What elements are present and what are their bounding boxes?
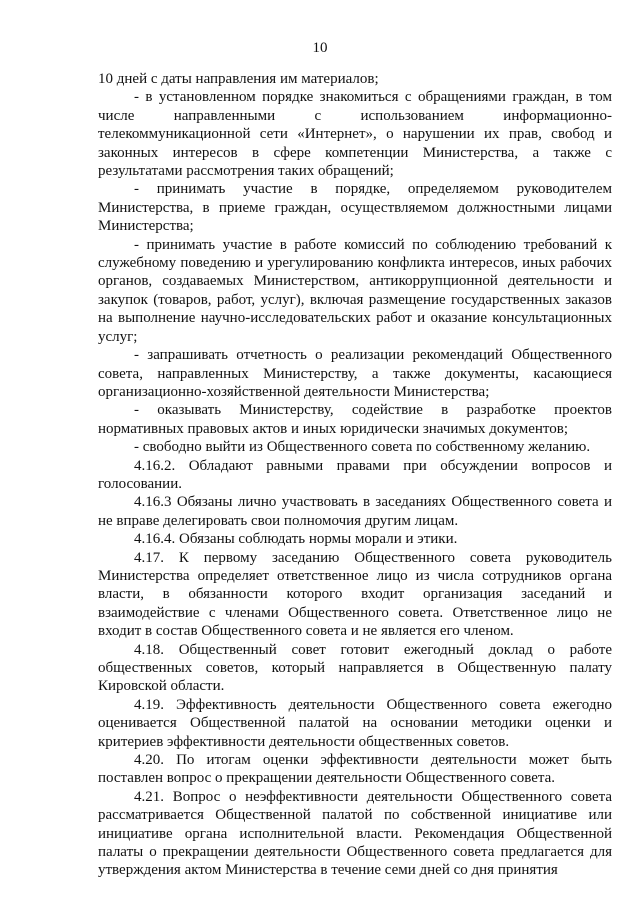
page-number: 10: [312, 40, 328, 56]
clause-4-21: 4.21. Вопрос о неэффективности деятельности Общественного совета рассматривается Общественной палатой по собственной инициативе или инициативе органа исполнительной власти. Рекомендация Общественной палаты о прекращении деятельности Общественного совета предлагается для утверждения актом Министерства в течение семи дней со дня принятия: [98, 788, 612, 879]
clause-4-18: 4.18. Общественный совет готовит ежегодный доклад о работе общественных советов, который направляется в Общественную палату Кировской области.: [98, 641, 612, 695]
paragraph-commissions: - принимать участие в работе комиссий по соблюдению требований к служебному поведению и урегулированию конфликта интересов, иных рабочих органов, создаваемых Министерством, антикоррупционной деятельности и закупок (товаров, работ, услуг), включая размещение государственных заказов на выполнение научно-исследовательских работ и оказание консультационных услуг;: [98, 236, 612, 345]
document-body: [98, 70, 612, 880]
clause-4-16-4: 4.16.4. Обязаны соблюдать нормы морали и этики.: [134, 531, 458, 548]
paragraph-citizen-reception: - принимать участие в порядке, определяемом руководителем Министерства, в приеме граждан, осуществляемом должностными лицами Министерства;: [98, 181, 612, 235]
clause-4-19: 4.19. Эффективность деятельности Общественного совета ежегодно оценивается Общественной палатой на основании методики оценки и критериев эффективности деятельности общественных советов.: [98, 696, 612, 750]
paragraph-review-appeals: - в установленном порядке знакомиться с обращениями граждан, в том числе направленными с использованием информационно-телекоммуникационной сети «Интернет», о нарушении их прав, свобод и законных интересов в сфере компетенции Министерства, а также с результатами рассмотрения таких обращений;: [98, 89, 612, 180]
clause-4-16-2: 4.16.2. Обладают равными правами при обсуждении вопросов и голосовании.: [98, 457, 612, 492]
paragraph-assist-drafting: - оказывать Министерству, содействие в разработке проектов нормативных правовых актов и иных юридически значимых документов;: [98, 402, 612, 437]
paragraph-leave-council: - свободно выйти из Общественного совета по собственному желанию.: [134, 439, 591, 456]
clause-4-20: 4.20. По итогам оценки эффективности деятельности может быть поставлен вопрос о прекращении деятельности Общественного совета.: [98, 752, 612, 787]
clause-4-16-3: 4.16.3 Обязаны лично участвовать в заседаниях Общественного совета и не вправе делегировать свои полномочия другим лицам.: [98, 494, 612, 529]
clause-4-17: 4.17. К первому заседанию Общественного совета руководитель Министерства определяет ответственное лицо из числа сотрудников органа власти, в обязанности которого входит организация заседаний и взаимодействие с членами Общественного совета. Ответственное лицо не входит в состав Общественного совета и не является его членом.: [98, 549, 612, 640]
paragraph-continuation: 10 дней с даты направления им материалов;: [98, 71, 379, 87]
paragraph-request-reports: - запрашивать отчетность о реализации рекомендаций Общественного совета, направленных Министерству, а также документы, касающиеся организационно-хозяйственной деятельности Министерства;: [98, 347, 612, 400]
